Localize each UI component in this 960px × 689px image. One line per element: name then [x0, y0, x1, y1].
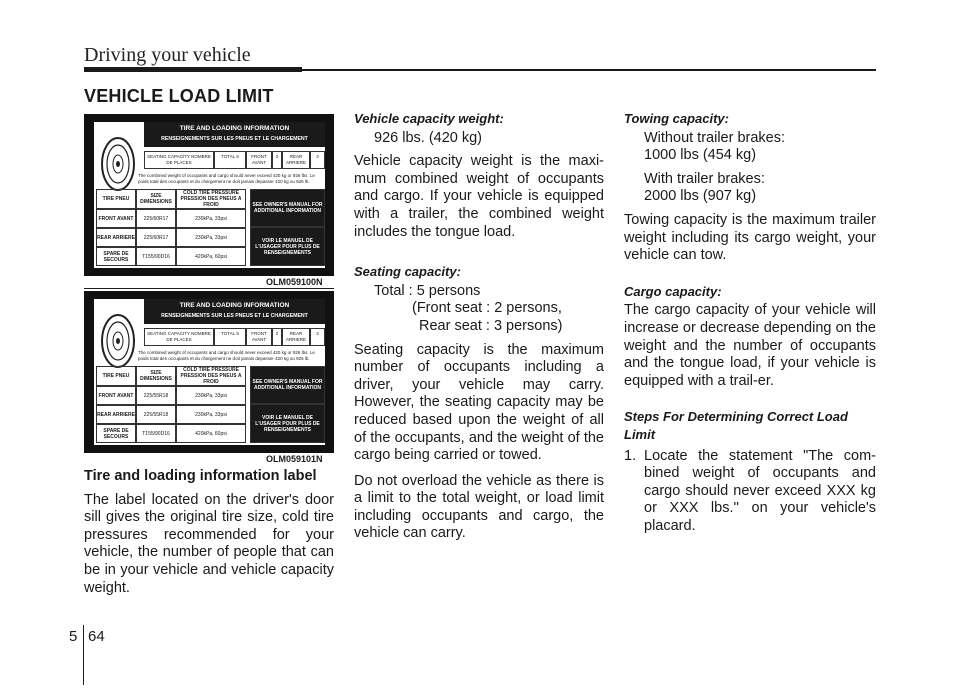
step-body: Locate the statement "The com-bined weight of occupants and cargo should never exceed XXX kg or XXX lbs.'' on your vehicle's placard.	[644, 447, 876, 534]
label-panel	[94, 122, 325, 268]
label-heading: TIRE AND LOADING INFORMATION RENSEIGNEMENTS SUR LES PNEUS ET LE CHARGEMENT	[144, 122, 325, 147]
seating-body: Seating capacity is the maximum number of occupants including a driver, your vehicle may carry. However, the seating capacity may be reduced based upon the weight of all of the occupants, and the weight of the cargo being carried or towed.	[354, 341, 604, 464]
label-panel	[94, 299, 325, 445]
seating-rear: Rear seat : 3 persons)	[419, 317, 563, 334]
towing-without: Without trailer brakes:	[644, 129, 786, 146]
page-number: 64	[88, 628, 105, 645]
combined-weight-statement: The combined weight of occupants and cargo should never exceed 420 kg or 926 lbs. Le poids total des occupants et du chargement ne doit jamais depasser 420 kg ou 926 lb.	[138, 350, 315, 361]
steps-heading: Steps For Determining Correct Load Limit	[624, 409, 848, 442]
towing-heading: Towing capacity:	[624, 111, 729, 126]
seating-front: (Front seat : 2 persons,	[412, 300, 562, 317]
label-code-1: OLM059100N	[266, 277, 323, 287]
tire-wheel-icon	[100, 313, 136, 369]
section-title: VEHICLE LOAD LIMIT	[84, 86, 274, 106]
label-code-2: OLM059101N	[266, 454, 323, 464]
step-number: 1.	[624, 447, 637, 464]
cargo-body: The cargo capacity of your vehicle will increase or decrease depending on the weight and the number of occupants and the tongue load, if your vehicle is equipped with a trail-er.	[624, 302, 876, 389]
towing-body: Towing capacity is the maximum trailer weight including its cargo weight, your vehicle can tow.	[624, 211, 876, 264]
seating-row: SEATING CAPACITY NOMBRE DE PLACES TOTAL 5 FRONT AVANT 2 REAR ARRIERE 3	[144, 151, 325, 169]
towing-with: With trailer brakes:	[644, 170, 765, 187]
tire-wheel-icon	[100, 136, 136, 192]
tire-label-1	[84, 114, 334, 276]
tire-label-2	[84, 291, 334, 453]
left-body: The label located on the driver's door sill gives the original tire size, cold tire pressures recommended for your vehicle, the number of people that can be in your vehicle and vehicle capacity weight.	[84, 491, 334, 596]
vcw-value: 926 lbs. (420 kg)	[374, 129, 483, 146]
tire-pressure-table: TIRE PNEU SIZE DIMENSIONS COLD TIRE PRESSURE PRESSION DES PNEUS A FROID FRONT AVANT 225/60R17 230kPa, 33psi REAR ARRIERE 225/60R17 230kPa, 33psi SPARE DE SECOURS T155/90D16 420kPa, 60psi SEE OWNER'S MANUAL FOR ADDITIONAL INFORMATION VOIR LE MANUEL DE L'USAGER POUR PLUS DE RENSEIGNEMENTS	[96, 189, 325, 266]
running-header-title: Driving your vehicle	[84, 44, 251, 66]
label-divider	[84, 288, 334, 289]
header-rule-thin	[302, 69, 876, 71]
seating-row: SEATING CAPACITY NOMBRE DE PLACES TOTAL 5 FRONT AVANT 2 REAR ARRIERE 3	[144, 328, 325, 346]
header-rule-thick	[84, 67, 302, 72]
label-heading: TIRE AND LOADING INFORMATION RENSEIGNEMENTS SUR LES PNEUS ET LE CHARGEMENT	[144, 299, 325, 324]
overload-body: Do not overload the vehicle as there is a limit to the total weight, or load limit including occupants and cargo, the vehicle can carry.	[354, 472, 604, 542]
vcw-body: Vehicle capacity weight is the maxi-mum combined weight of occupants and cargo. If your vehicle is equipped with a trailer, the combined weight includes the tongue load.	[354, 153, 604, 240]
towing-with-value: 2000 lbs (907 kg)	[644, 188, 757, 205]
left-heading: Tire and loading information label	[84, 468, 317, 484]
tire-pressure-table: TIRE PNEU SIZE DIMENSIONS COLD TIRE PRESSURE PRESSION DES PNEUS A FROID FRONT AVANT 225/55R18 230kPa, 33psi REAR ARRIERE 225/55R18 230kPa, 33psi SPARE DE SECOURS T155/90D16 420kPa, 60psi SEE OWNER'S MANUAL FOR ADDITIONAL INFORMATION VOIR LE MANUEL DE L'USAGER POUR PLUS DE RENSEIGNEMENTS	[96, 366, 325, 443]
vcw-heading: Vehicle capacity weight:	[354, 111, 504, 126]
page-section: 5	[69, 628, 78, 645]
seating-total: Total : 5 persons	[374, 282, 481, 299]
combined-weight-statement: The combined weight of occupants and cargo should never exceed 420 kg or 926 lbs. Le poids total des occupants et du chargement ne doit jamais depasser 420 kg ou 926 lb.	[138, 173, 315, 184]
cargo-heading: Cargo capacity:	[624, 283, 722, 299]
towing-without-value: 1000 lbs (454 kg)	[644, 147, 757, 164]
page-divider	[83, 625, 84, 685]
seating-heading: Seating capacity:	[354, 264, 461, 280]
